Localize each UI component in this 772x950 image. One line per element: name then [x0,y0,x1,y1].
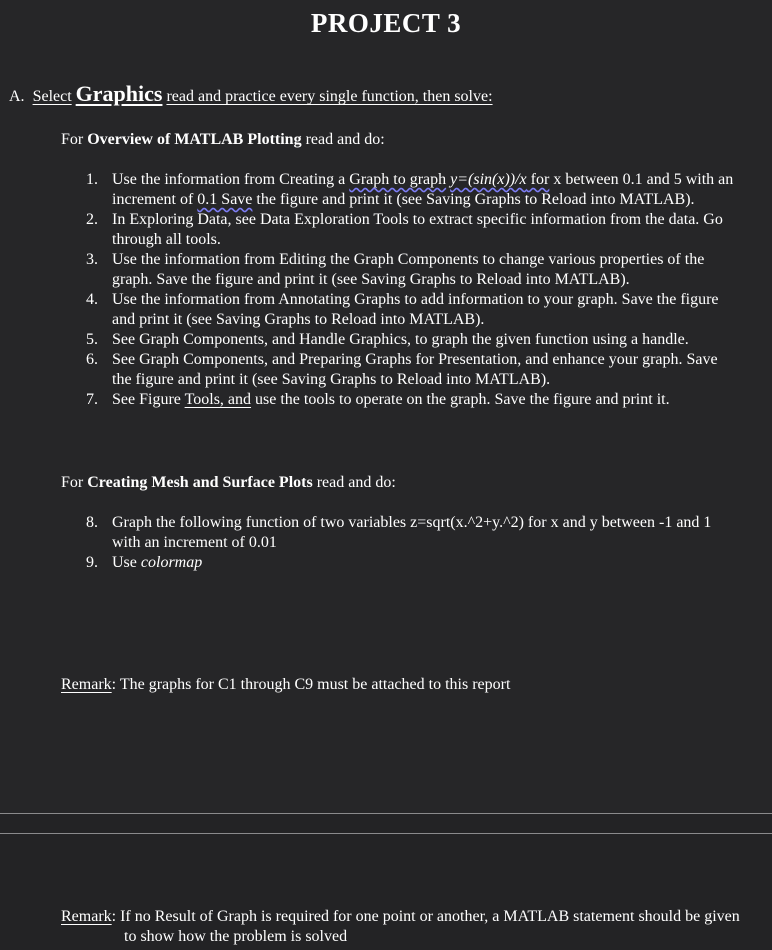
list-item: 5. See Graph Components, and Handle Graphics, to graph the given function using a handle. [86,331,689,348]
mesh-post: read and do: [316,474,396,491]
overview-subheading [61,129,385,151]
list-item: 4. Use the information from Annotating Graphs to add information to your graph. Save the figure and print it (see Saving Graphs to Reload into MATLAB). [86,291,719,328]
overview-task-list [86,170,736,410]
overview-pre: For [61,131,84,148]
section-a-instruction: read and practice every single function, then solve: [166,88,493,105]
figure-tools-link[interactable]: Tools, and [184,391,252,408]
list-item: 7. See Figure Tools, and use the tools to operate on the graph. Save the figure and print it. [86,391,670,408]
mesh-subheading [61,472,396,494]
remark-attach-graphs: Remark: The graphs for C1 through C9 must be attached to this report [61,676,511,693]
list-item: 1. Use the information from Creating a Graph to graph y=(sin(x))/x for x between 0.1 and 5 with an increment of 0.1 Save the figure and print it (see Saving Graphs to Reload into MATLAB). [86,171,734,208]
remark-label: Remark [61,676,112,693]
page-title: PROJECT 3 [310,8,462,38]
list-item: 8. Graph the following function of two variables z=sqrt(x.^2+y.^2) for x and y between -1 and 1 with an increment of 0.01 [86,514,712,551]
increment-save-text: 0.1 Save [197,191,253,208]
mesh-title: Creating Mesh and Surface Plots [87,474,313,491]
overview-post: read and do: [305,131,385,148]
remark-label: Remark [61,908,112,925]
graphics-link[interactable]: Graphics [75,81,163,106]
graph-to-graph-link[interactable]: Graph to graph [349,171,447,188]
list-item: 3. Use the information from Editing the Graph Components to change various properties of the graph. Save the figure and print it (see Saving Graphs to Reload into MATLAB). [86,251,705,288]
section-a-heading [9,82,493,109]
function-expression: y=(sin(x))/x [450,171,527,188]
overview-title: Overview of MATLAB Plotting [87,131,302,148]
list-item: 9. Use colormap [86,554,203,571]
page-divider-top [0,813,772,814]
page-divider-bottom [0,833,772,834]
colormap-term: colormap [140,554,203,571]
mesh-pre: For [61,474,84,491]
remark-matlab-statement: Remark: If no Result of Graph is required for one point or another, a MATLAB statement should be given to show how the problem is solved [61,908,740,945]
select-word: Select [32,88,72,105]
section-a-label: A. [9,88,25,105]
list-item: 6. See Graph Components, and Preparing Graphs for Presentation, and enhance your graph. Save the figure and print it (see Saving Graphs to Reload into MATLAB). [86,351,718,388]
list-item: 2. In Exploring Data, see Data Exploration Tools to extract specific information from the data. Go through all tools. [86,211,723,248]
mesh-task-list [86,513,736,573]
